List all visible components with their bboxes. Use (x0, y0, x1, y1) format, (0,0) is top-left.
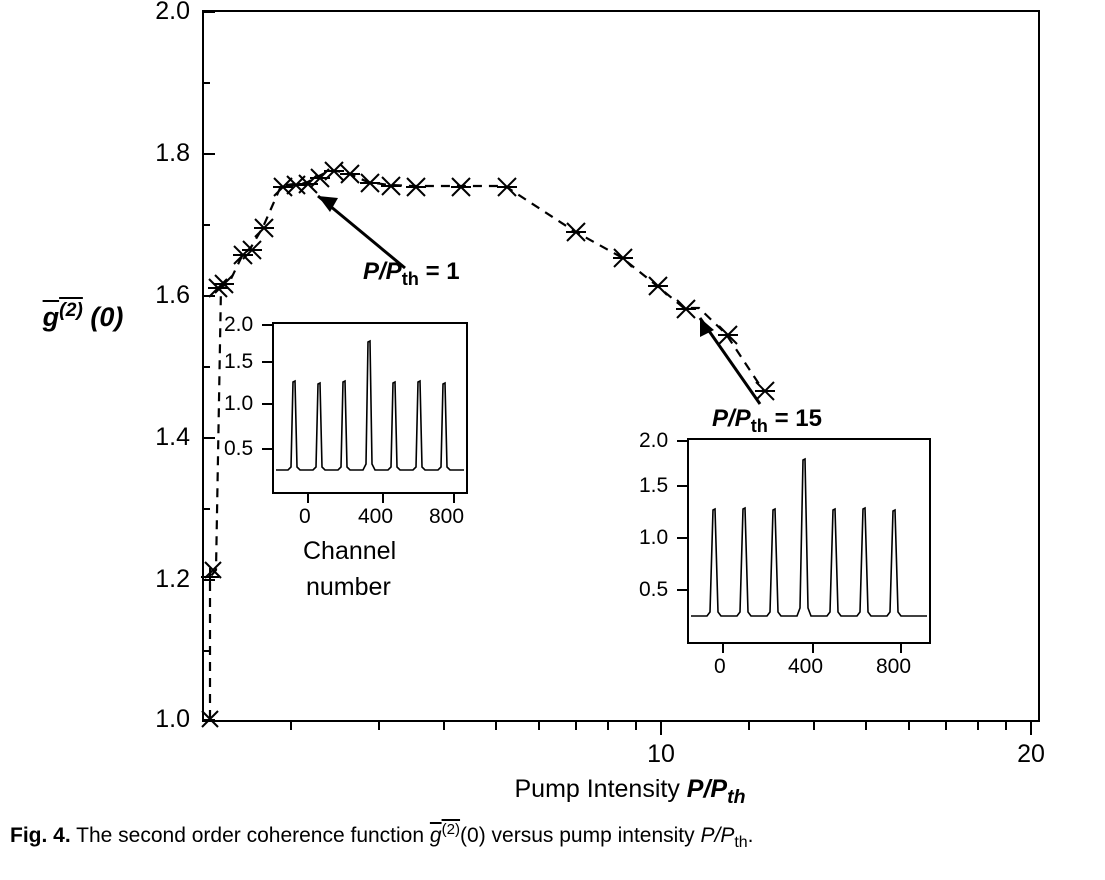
inset-right-ytick (677, 537, 687, 539)
inset-right-xtick (812, 644, 814, 653)
inset-right-xlabel-0: 0 (714, 655, 726, 678)
caption-end: . (747, 824, 754, 847)
inset-left-ytick (262, 324, 272, 326)
inset-left-ylabel-1.5: 1.5 (224, 350, 254, 373)
inset-left-axis-title-line2: number (306, 573, 391, 601)
inset-right-frame (687, 438, 931, 644)
xtick-label-10: 10 (647, 740, 675, 768)
annotation-label-pth1: $P/P_{th} = 1$ (363, 258, 460, 289)
inset-right-ylabel-1.0: 1.0 (639, 526, 669, 549)
caption-figure-number: Fig. 4. (10, 824, 71, 847)
inset-left-ylabel-1.0: 1.0 (224, 392, 254, 415)
caption-mid: (0) versus pump intensity (460, 824, 695, 847)
inset-right-xtick (900, 644, 902, 653)
inset-right-ylabel-0.5: 0.5 (639, 578, 669, 601)
caption-symbol-p: P/P (700, 824, 735, 847)
inset-right-ytick (677, 589, 687, 591)
xtick-label-20: 20 (1017, 740, 1045, 768)
ytick-label-1.0: 1.0 (155, 705, 190, 733)
inset-right-ylabel-2.0: 2.0 (639, 429, 669, 452)
caption-symbol-psub: th (734, 834, 748, 852)
inset-left-ylabel-0.5: 0.5 (224, 437, 254, 460)
annotation-arrow-right (700, 318, 760, 404)
inset-right-plot (689, 440, 929, 642)
inset-left-xtick (382, 494, 384, 503)
inset-right-ytick (677, 485, 687, 487)
figure-caption (10, 820, 1095, 854)
ytick-label-1.4: 1.4 (155, 423, 190, 451)
ytick-label-1.8: 1.8 (155, 139, 190, 167)
y-axis-label: $g^{(2)}$ (0) (42, 299, 124, 332)
inset-left-frame (272, 322, 468, 494)
x-axis-label: Pump Intensity $P/P_{th}$ (514, 775, 746, 808)
inset-left-ytick (262, 361, 272, 363)
inset-right-xlabel-400: 400 (788, 655, 824, 678)
inset-left-axis-title-line1: Channel (303, 537, 397, 565)
inset-right-xlabel-800: 800 (876, 655, 912, 678)
ytick-label-1.2: 1.2 (155, 565, 190, 593)
inset-left-xlabel-0: 0 (299, 505, 311, 528)
ytick-label-1.6: 1.6 (155, 281, 190, 309)
inset-right-xtick (722, 644, 724, 653)
inset-left-plot (274, 324, 466, 492)
caption-text: The second order coherence function (76, 824, 425, 847)
caption-symbol-sup: (2) (441, 821, 461, 838)
inset-right-ytick (677, 440, 687, 442)
caption-symbol-g: g (429, 824, 442, 847)
annotation-label-pth15: $P/P_{th} = 15$ (712, 405, 822, 436)
inset-left-ytick (262, 403, 272, 405)
inset-left-xtick (453, 494, 455, 503)
inset-left-xlabel-800: 800 (429, 505, 465, 528)
ytick-label-2.0: 2.0 (155, 0, 190, 25)
inset-left-ylabel-2.0: 2.0 (224, 313, 254, 336)
inset-left-xlabel-400: 400 (358, 505, 394, 528)
inset-left-xtick (307, 494, 309, 503)
inset-left-ytick (262, 448, 272, 450)
inset-right-ylabel-1.5: 1.5 (639, 474, 669, 497)
